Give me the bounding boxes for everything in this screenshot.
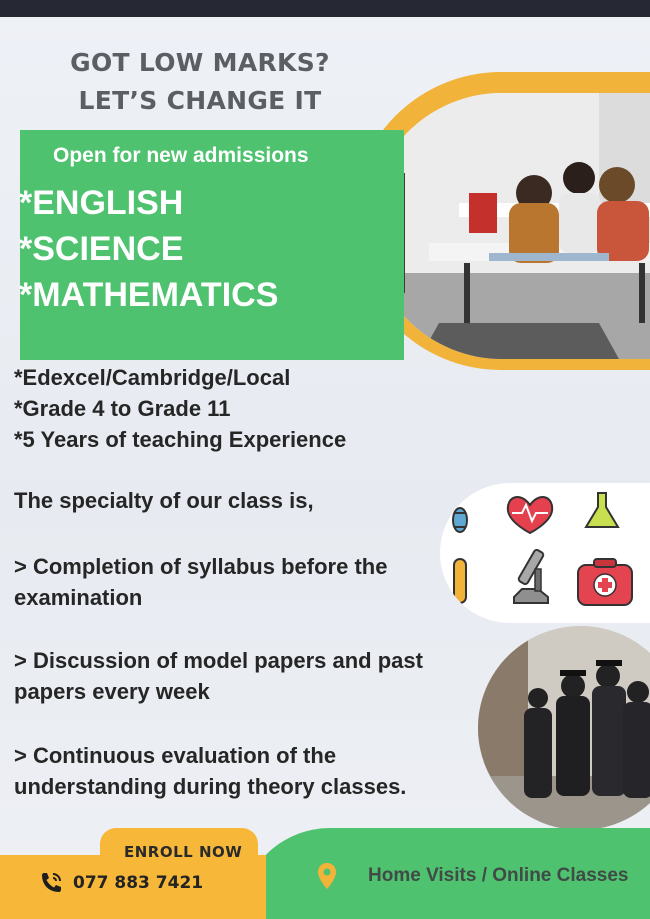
phone-contact[interactable]	[38, 870, 203, 896]
science-icons-panel	[440, 483, 650, 623]
enroll-now-label: ENROLL NOW	[124, 843, 243, 861]
services-location	[316, 862, 628, 890]
detail-item: *Edexcel/Cambridge/Local	[14, 365, 291, 390]
phone-icon	[38, 870, 64, 896]
phone-number: 077 883 7421	[73, 873, 204, 893]
specialty-intro: The specialty of our class is,	[14, 488, 314, 513]
location-pin-icon	[316, 862, 338, 890]
heartbeat-icon	[508, 497, 552, 533]
feature-item	[14, 551, 484, 613]
headline	[40, 44, 360, 120]
feature-item	[14, 645, 484, 707]
details-list	[14, 362, 346, 455]
feature-item	[14, 740, 484, 802]
microscope-icon	[514, 549, 548, 603]
students-photo	[369, 93, 650, 359]
graduates-photo	[478, 626, 650, 830]
admissions-title: Open for new admissions	[53, 144, 309, 167]
top-bar	[0, 0, 650, 17]
feature-line: > Discussion of model papers and past	[14, 648, 423, 673]
feature-line: understanding during theory classes.	[14, 774, 407, 799]
subject-item: *SCIENCE	[19, 230, 184, 268]
headline-line-2: LET’S CHANGE IT	[78, 86, 322, 115]
feature-line: examination	[14, 585, 143, 610]
first-aid-kit-icon	[578, 559, 632, 605]
detail-item: *5 Years of teaching Experience	[14, 427, 347, 452]
services-text: Home Visits / Online Classes	[368, 865, 629, 886]
detail-item: *Grade 4 to Grade 11	[14, 396, 231, 421]
subjects-list	[19, 180, 278, 318]
dna-icon	[453, 508, 467, 532]
test-tube-icon	[454, 559, 466, 603]
headline-line-1: GOT LOW MARKS?	[70, 48, 330, 77]
subject-item: *ENGLISH	[19, 184, 184, 222]
feature-line: > Continuous evaluation of the	[14, 743, 337, 768]
flask-icon	[586, 493, 618, 527]
feature-line: papers every week	[14, 679, 210, 704]
feature-line: > Completion of syllabus before the	[14, 554, 388, 579]
subject-item: *MATHEMATICS	[19, 276, 279, 314]
